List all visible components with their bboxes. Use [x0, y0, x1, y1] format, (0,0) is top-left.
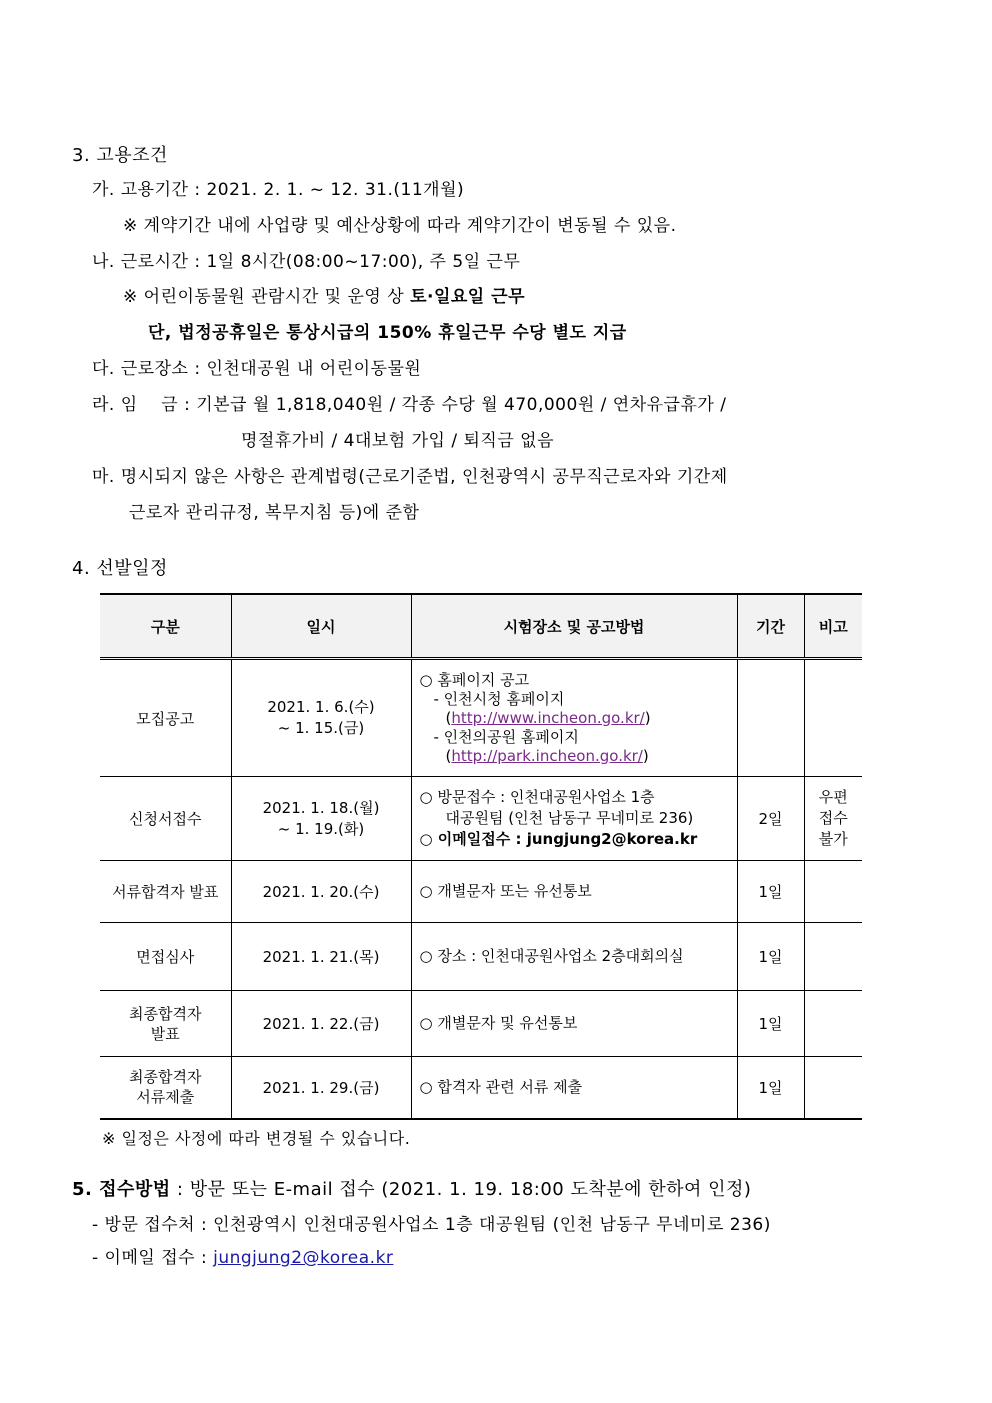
row-method: ○ 개별문자 및 유선통보 [411, 991, 737, 1057]
work-place: 다. 근로장소 : 인천대공원 내 어린이동물원 [92, 359, 422, 379]
name-line: 최종합격자 [129, 1068, 202, 1087]
row-period: 1일 [737, 923, 804, 991]
section5-heading: 5. 접수방법 [72, 1179, 171, 1200]
col-header: 시험장소 및 공고방법 [411, 594, 737, 659]
row-name: 신청서접수 [100, 777, 231, 861]
method-line: 대공원팀 (인천 남동구 무네미로 236) [445, 809, 694, 827]
row-method: ○ 개별문자 또는 유선통보 [411, 861, 737, 923]
row-date: 2021. 1. 20.(수) [231, 861, 411, 923]
row-period: 1일 [737, 991, 804, 1057]
section3-heading: 3. 고용조건 [72, 145, 168, 166]
row-method [411, 777, 737, 861]
row-note [804, 777, 862, 861]
row-period [737, 659, 804, 777]
row-period: 2일 [737, 777, 804, 861]
table-row [100, 777, 862, 861]
col-header: 비고 [804, 594, 862, 659]
other-matters-cont: 근로자 관리규정, 복무지침 등)에 준함 [129, 503, 420, 523]
url-line: (http://www.incheon.go.kr/) [445, 708, 651, 727]
working-hours-note [123, 282, 525, 307]
col-header: 구분 [100, 594, 231, 659]
date-end: ~ 1. 15.(금) [277, 719, 365, 737]
method-line: ○ 홈페이지 공고 [419, 670, 530, 689]
row-period: 1일 [737, 861, 804, 923]
method-line: - 인천의공원 홈페이지 [433, 727, 579, 746]
row-date [231, 659, 411, 777]
table-row [100, 1057, 862, 1119]
date-start: 2021. 1. 18.(월) [262, 798, 380, 817]
section5-heading-rest: : 방문 또는 E-mail 접수 (2021. 1. 19. 18:00 도착분에 한하여 인정) [170, 1179, 752, 1200]
table-row [100, 991, 862, 1057]
section5-line [72, 1175, 751, 1201]
method-line: - 인천시청 홈페이지 [433, 689, 565, 708]
visit-address: - 방문 접수처 : 인천광역시 인천대공원사업소 1층 대공원팀 (인천 남동구 무네미로 236) [92, 1215, 771, 1235]
employment-period-note: ※ 계약기간 내에 사업량 및 예산상황에 따라 계약기간이 변동될 수 있음. [123, 216, 677, 236]
row-name: 면접심사 [100, 923, 231, 991]
row-date [231, 777, 411, 861]
schedule-footnote: ※ 일정은 사정에 따라 변경될 수 있습니다. [102, 1129, 411, 1148]
row-date: 2021. 1. 29.(금) [231, 1057, 411, 1119]
other-matters: 마. 명시되지 않은 사항은 관계법령(근로기준법, 인천광역시 공무직근로자와 기간제 [92, 467, 728, 487]
row-method: ○ 합격자 관련 서류 제출 [411, 1057, 737, 1119]
row-date: 2021. 1. 21.(목) [231, 923, 411, 991]
wages-cont: 명절휴가비 / 4대보험 가입 / 퇴직금 없음 [241, 431, 555, 451]
table-row [100, 861, 862, 923]
row-name [100, 991, 231, 1057]
holiday-pay-note: 단, 법정공휴일은 통상시급의 150% 휴일근무 수당 별도 지급 [148, 323, 627, 343]
employment-period: 가. 고용기간 : 2021. 2. 1. ~ 12. 31.(11개월) [92, 180, 465, 200]
row-period: 1일 [737, 1057, 804, 1119]
section4-heading: 4. 선발일정 [72, 558, 168, 579]
weekend-work: 토·일요일 근무 [410, 287, 525, 307]
method-line: ○ 이메일접수 : jungjung2@korea.kr [419, 830, 698, 848]
table-header-row [100, 594, 862, 659]
note-line: 접수 [818, 809, 848, 827]
row-method: ○ 장소 : 인천대공원사업소 2층대회의실 [411, 923, 737, 991]
date-end: ~ 1. 19.(화) [277, 819, 365, 838]
row-note [804, 659, 862, 777]
row-note [804, 923, 862, 991]
name-line: 서류제출 [136, 1088, 195, 1107]
row-name: 모집공고 [100, 659, 231, 777]
row-note [804, 1057, 862, 1119]
row-method [411, 659, 737, 777]
email-line [92, 1243, 393, 1268]
schedule-table [100, 593, 862, 1120]
method-line: ○ 방문접수 : 인천대공원사업소 1층 [419, 788, 655, 806]
incheon-city-link[interactable]: http://www.incheon.go.kr/ [451, 708, 645, 727]
table-row [100, 923, 862, 991]
row-name: 서류합격자 발표 [100, 861, 231, 923]
note-line: 불가 [818, 830, 848, 848]
note-line: 우편 [818, 788, 848, 806]
row-name [100, 1057, 231, 1119]
name-line: 발표 [150, 1024, 180, 1043]
incheon-park-link[interactable]: http://park.incheon.go.kr/ [451, 746, 643, 765]
email-label: - 이메일 접수 : [92, 1248, 214, 1268]
working-hours-note-text: ※ 어린이동물원 관람시간 및 운영 상 [123, 287, 411, 307]
name-line: 최종합격자 [129, 1004, 202, 1023]
date-start: 2021. 1. 6.(수) [267, 698, 375, 716]
row-note [804, 861, 862, 923]
wages: 라. 임 금 : 기본급 월 1,818,040원 / 각종 수당 월 470,000원 / 연차유급휴가 / [92, 395, 727, 415]
table-row [100, 659, 862, 777]
col-header: 일시 [231, 594, 411, 659]
row-date: 2021. 1. 22.(금) [231, 991, 411, 1057]
url-line: (http://park.incheon.go.kr/) [445, 746, 649, 765]
working-hours: 나. 근로시간 : 1일 8시간(08:00~17:00), 주 5일 근무 [92, 252, 521, 272]
row-note [804, 991, 862, 1057]
col-header: 기간 [737, 594, 804, 659]
email-link[interactable]: jungjung2@korea.kr [213, 1248, 394, 1268]
